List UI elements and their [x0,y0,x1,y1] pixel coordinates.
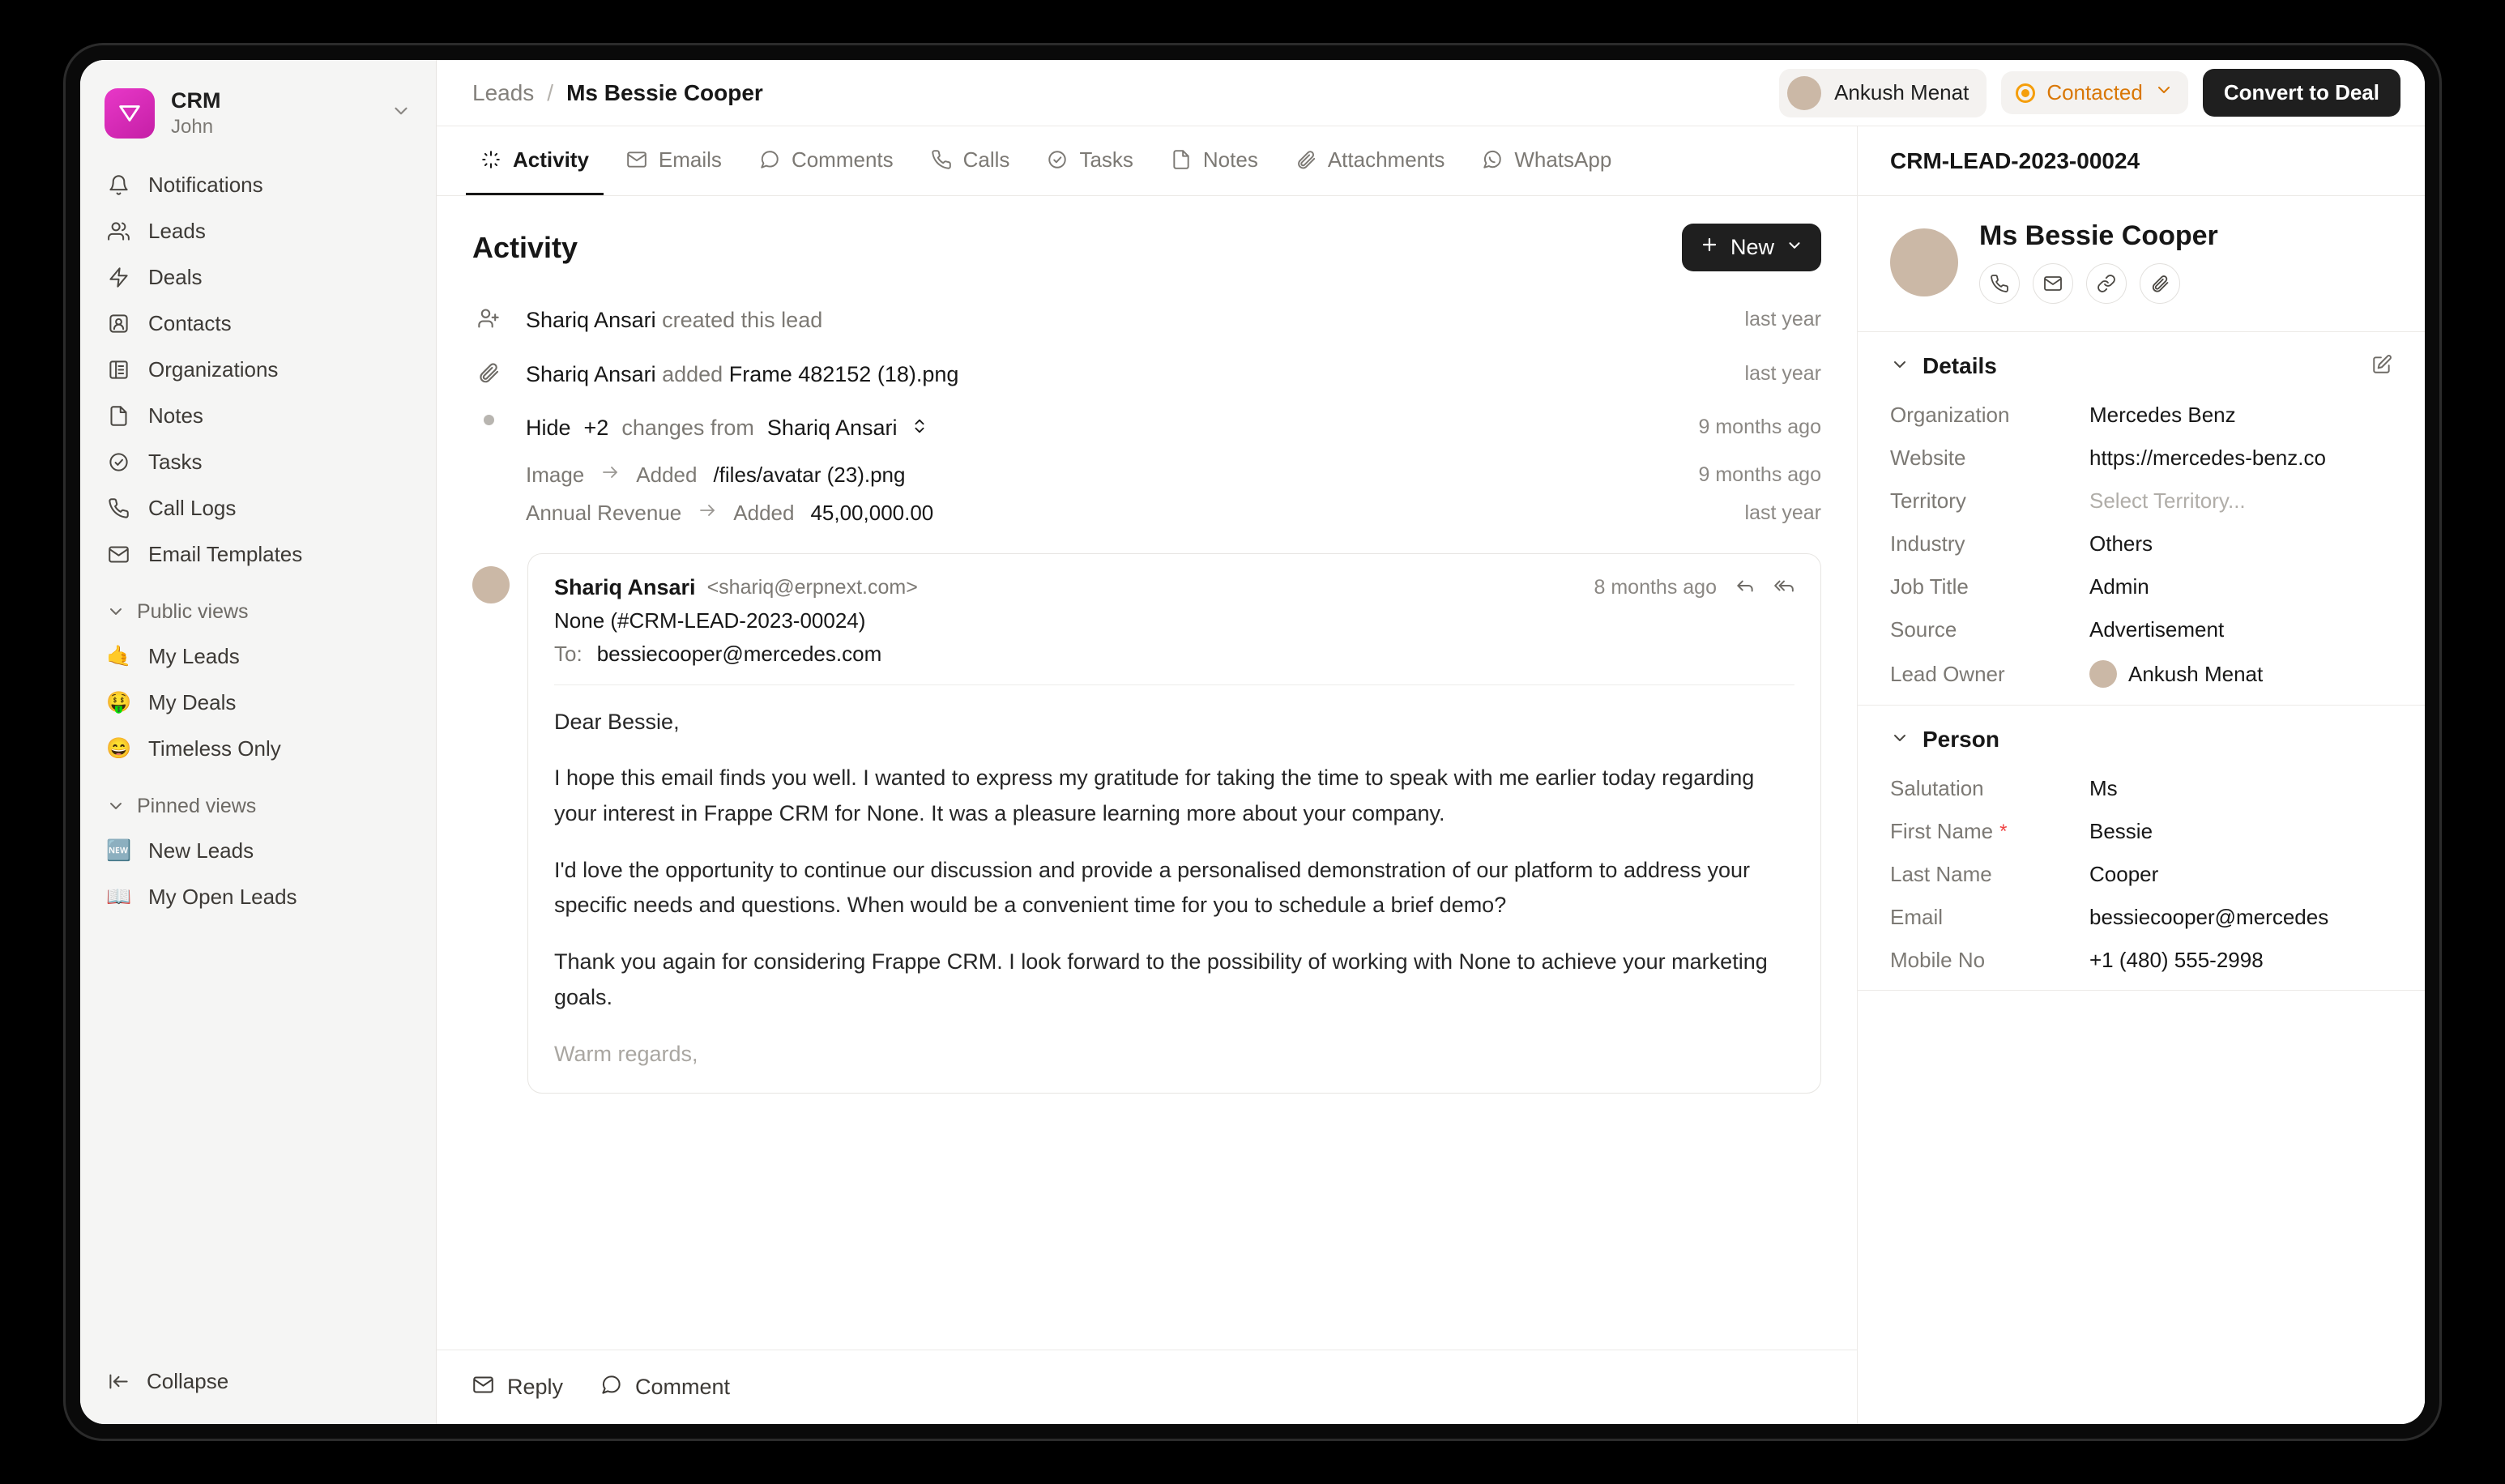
field-lead-owner[interactable] [1890,651,2392,697]
field-label: Mobile No [1890,948,1986,972]
field-label: Industry [1890,531,1965,556]
content-split [437,126,2425,1424]
field-value: Admin [2089,574,2149,599]
tab-label: Tasks [1079,147,1133,172]
hide-middle: changes from [621,416,754,440]
new-activity-label: New [1730,235,1774,259]
tab-label: Comments [791,147,894,172]
sidebar-item-label: Call Logs [148,495,237,520]
field-industry[interactable] [1890,522,2392,565]
field-label: First Name [1890,819,1994,843]
email-sender: Shariq Ansari [554,574,696,599]
email-to-value: bessiecooper@mercedes.com [596,641,882,666]
breadcrumb-separator: / [547,79,554,105]
workspace-switcher[interactable] [95,79,421,147]
details-section [1858,332,2425,706]
section-title: Person [1922,727,1999,752]
activity-text [526,358,1724,391]
person-name: Ms Bessie Cooper [1979,220,2218,251]
change-row [472,494,1821,532]
sidebar-item-label: Notes [148,403,203,428]
chevron-updown-icon [911,412,928,445]
tab-emails[interactable] [612,126,736,195]
toggle-changes-button[interactable] [526,412,1678,445]
status-dot-icon [2016,83,2035,103]
change-time: 9 months ago [1698,463,1821,486]
quick-actions [1979,263,2218,304]
sidebar-item-label: New Leads [148,838,254,863]
timeless-only-emoji-icon: 😄 [106,736,132,760]
field-website[interactable] [1890,437,2392,480]
change-action: Added [733,500,795,525]
tab-label: Emails [658,147,722,172]
new-activity-button[interactable] [1682,224,1821,271]
lead-owner-chip[interactable] [1779,69,1987,117]
sidebar-item-label: Leads [148,218,206,243]
sidebar-item-organizations[interactable] [95,347,421,393]
tab-label: Notes [1202,147,1258,172]
my-leads-emoji-icon: 🤙 [106,644,132,667]
section-title: Details [1922,353,1997,378]
tab-label: Calls [962,147,1010,172]
sidebar-item-label: My Deals [148,689,237,714]
organizations-icon [106,357,130,382]
sidebar-item-new-leads[interactable] [95,828,421,874]
sidebar [80,60,437,1424]
change-row [472,456,1821,494]
device-frame [66,45,2439,1439]
tabs [437,126,1857,196]
field-label: Source [1890,617,1957,642]
comment-label: Comment [635,1375,731,1399]
mail-icon [106,542,130,566]
person-header [1858,196,2425,332]
sidebar-item-contacts[interactable] [95,301,421,347]
lead-owner-name: Ankush Menat [1834,80,1969,104]
email-paragraph: Thank you again for considering Frappe CRM. I look forward to the possibility of working with None to achieve your marketing goals. [554,949,1768,1009]
email-paragraph: I'd love the opportunity to continue our discussion and provide a personalised demonstration of our platform to address your specific needs and questions. When would be a convenient time for you to schedule a brief demo? [554,857,1751,918]
sidebar-item-call-logs[interactable] [95,485,421,531]
sidebar-item-label: Organizations [148,356,279,382]
avatar [472,566,510,603]
sidebar-item-my-deals[interactable] [95,680,421,726]
comment-icon [600,1374,622,1401]
activity-header [472,224,1821,271]
hide-prefix: Hide [526,416,571,440]
sidebar-item-email-templates[interactable] [95,531,421,578]
topbar-actions [1779,69,2400,117]
attachment-icon[interactable] [2140,263,2180,304]
field-value: https://mercedes-benz.co [2089,446,2326,470]
sidebar-item-notifications[interactable] [95,162,421,208]
change-action: Added [636,462,698,487]
notes-icon [106,403,130,428]
convert-to-deal-button[interactable]: Convert to Deal [2203,69,2400,117]
sidebar-item-label: Deals [148,264,203,289]
tasks-icon [106,450,130,474]
field-last-name[interactable] [1890,853,2392,896]
field-label: Last Name [1890,862,1992,886]
reply-button[interactable] [472,1374,563,1401]
tab-whatsapp[interactable] [1467,126,1626,195]
my-open-leads-emoji-icon: 📖 [106,885,132,908]
details-section-header[interactable] [1890,353,2392,379]
page-title: Activity [472,230,578,264]
email-paragraph: Dear Bessie, [554,709,680,734]
field-value: Ankush Menat [2128,661,2264,686]
field-salutation[interactable] [1890,767,2392,810]
sidebar-item-label: Timeless Only [148,736,281,761]
link-icon[interactable] [2086,263,2127,304]
field-value: Others [2089,531,2153,556]
breadcrumb-leads[interactable]: Leads [472,79,535,105]
chevron-down-icon [1786,235,1803,260]
reply-label: Reply [507,1375,564,1399]
email-sender-address: <shariq@erpnext.com> [706,575,918,599]
sidebar-spacer [80,920,436,1358]
my-deals-emoji-icon: 🤑 [106,690,132,714]
activity-panel [437,196,1857,1350]
chevron-down-icon [1890,728,1910,752]
new-leads-emoji-icon: 🆕 [106,838,132,862]
tab-activity[interactable] [466,126,604,195]
field-job-title[interactable] [1890,565,2392,608]
change-value: /files/avatar (23).png [713,462,906,487]
field-first-name[interactable] [1890,810,2392,853]
field-value: Mercedes Benz [2089,403,2236,427]
field-value: Ms [2089,776,2118,800]
left-pane [437,126,1858,1424]
app-screen [80,60,2425,1424]
activity-object: Frame 482152 (18).png [728,361,959,386]
sidebar-item-tasks[interactable] [95,439,421,485]
sidebar-item-my-open-leads[interactable] [95,874,421,920]
section-label: Public views [137,599,249,623]
activity-item [472,348,1821,403]
email-to-label: To: [554,641,583,666]
sidebar-item-label: My Open Leads [148,884,297,909]
field-value: +1 (480) 555-2998 [2089,948,2264,972]
arrow-right-icon [698,501,717,526]
paperclip-icon [472,358,505,384]
field-territory[interactable] [1890,480,2392,522]
activity-time: 9 months ago [1698,416,1821,438]
change-time: last year [1744,501,1821,524]
field-label-wrap [1890,819,2085,844]
email-time: 8 months ago [1594,575,1717,599]
tab-tasks[interactable] [1032,126,1147,195]
tab-label: WhatsApp [1514,147,1612,172]
right-panel [1858,126,2425,1424]
tab-label: Activity [513,147,589,172]
section-public-views[interactable] [95,591,421,633]
email-paragraph: I hope this email finds you well. I wanted to express my gratitude for taking the time to speak with me earlier today regarding your interest in Frappe CRM for None. It was a pleasure learning more about your company. [554,765,1755,825]
hide-actor: Shariq Ansari [766,416,898,440]
topbar [437,60,2425,126]
brand-title: CRM [171,88,221,113]
change-field: Annual Revenue [526,500,682,525]
activity-feed [472,294,1821,1350]
field-label: Salutation [1890,776,1984,800]
bullet-dot-icon [472,412,505,425]
phone-icon [106,496,130,520]
activity-actor: Shariq Ansari [526,361,656,386]
activity-action: created this lead [662,308,823,332]
composer-bar [437,1350,1857,1424]
contacts-icon [106,311,130,335]
leads-icon [106,219,130,243]
avatar [1787,76,1821,110]
reply-icon[interactable] [1735,575,1756,600]
email-subject: None (#CRM-LEAD-2023-00024) [554,608,866,633]
tab-comments[interactable] [745,126,908,195]
change-field: Image [526,462,585,487]
field-label: Email [1890,905,1944,929]
email-header [554,575,1794,600]
email-body [554,705,1794,1072]
email-paragraph: Warm regards, [554,1041,698,1066]
field-mobile-no[interactable] [1890,939,2392,982]
status-label: Contacted [2046,80,2143,104]
activity-actor: Shariq Ansari [526,308,656,332]
field-value: Bessie [2089,819,2153,843]
activity-text [526,304,1724,337]
activity-action: added [662,361,723,386]
person-section [1858,706,2425,991]
record-id: CRM-LEAD-2023-00024 [1858,126,2425,196]
field-source[interactable] [1890,608,2392,651]
arrow-right-icon [600,463,620,488]
tab-attachments[interactable] [1281,126,1460,195]
divider [554,684,1794,685]
phone-icon[interactable] [1979,263,2020,304]
tab-notes[interactable] [1156,126,1273,195]
collapse-sidebar-button[interactable] [95,1358,421,1405]
field-organization[interactable] [1890,394,2392,437]
avatar [2089,660,2117,688]
sidebar-item-label: My Leads [148,643,240,668]
bell-icon [106,173,130,197]
chevron-down-icon [1890,355,1910,378]
email-recipient-row [554,642,1794,667]
plus-icon [1700,235,1719,260]
status-badge[interactable] [2001,71,2188,114]
field-value: Advertisement [2089,617,2225,642]
email-card[interactable] [527,553,1821,1094]
field-email[interactable] [1890,896,2392,939]
email-actions [1594,575,1795,600]
sidebar-item-timeless-only[interactable] [95,726,421,772]
breadcrumb-current: Ms Bessie Cooper [566,79,763,105]
activity-changes-group [472,402,1821,456]
tab-calls[interactable] [916,126,1025,195]
field-label: Organization [1890,403,2010,427]
email-icon [472,1374,494,1401]
required-indicator: * [1999,820,2008,842]
hide-count: +2 [583,416,609,440]
main-column [437,60,2425,1424]
field-label: Territory [1890,488,1966,513]
brand-user: John [171,115,214,138]
collapse-icon [106,1370,130,1394]
tab-label: Attachments [1327,147,1445,172]
deals-icon [106,265,130,289]
collapse-label: Collapse [147,1369,229,1393]
field-label: Job Title [1890,574,1969,599]
field-value: Cooper [2089,862,2159,886]
sidebar-item-leads[interactable] [95,208,421,254]
field-label: Website [1890,446,1966,470]
sidebar-item-notes[interactable] [95,393,421,439]
person-section-header[interactable] [1890,727,2392,753]
sidebar-item-label: Contacts [148,310,232,335]
edit-icon[interactable] [2371,354,2392,379]
reply-all-icon[interactable] [1773,575,1794,600]
field-value-wrap [2085,660,2392,688]
sidebar-item-deals[interactable] [95,254,421,301]
sidebar-item-label: Email Templates [148,541,303,566]
activity-time: last year [1744,308,1821,330]
sidebar-nav [80,162,436,920]
email-activity [472,553,1821,1094]
comment-button[interactable] [600,1374,730,1401]
sidebar-item-label: Notifications [148,172,263,197]
sidebar-item-my-leads[interactable] [95,633,421,680]
avatar[interactable] [1890,228,1958,296]
section-label: Pinned views [137,794,257,817]
mail-icon[interactable] [2033,263,2073,304]
crm-logo-icon [105,88,155,139]
user-plus-icon [472,304,505,330]
sidebar-item-label: Tasks [148,449,203,474]
activity-time: last year [1744,361,1821,385]
field-label: Lead Owner [1890,661,2005,686]
chevron-down-icon [2154,80,2174,105]
field-value: Select Territory... [2089,488,2246,513]
field-value: bessiecooper@mercedes [2089,905,2329,929]
chevron-down-icon [390,100,412,126]
section-pinned-views[interactable] [95,785,421,828]
change-value: 45,00,000.00 [810,500,934,525]
activity-item [472,294,1821,348]
